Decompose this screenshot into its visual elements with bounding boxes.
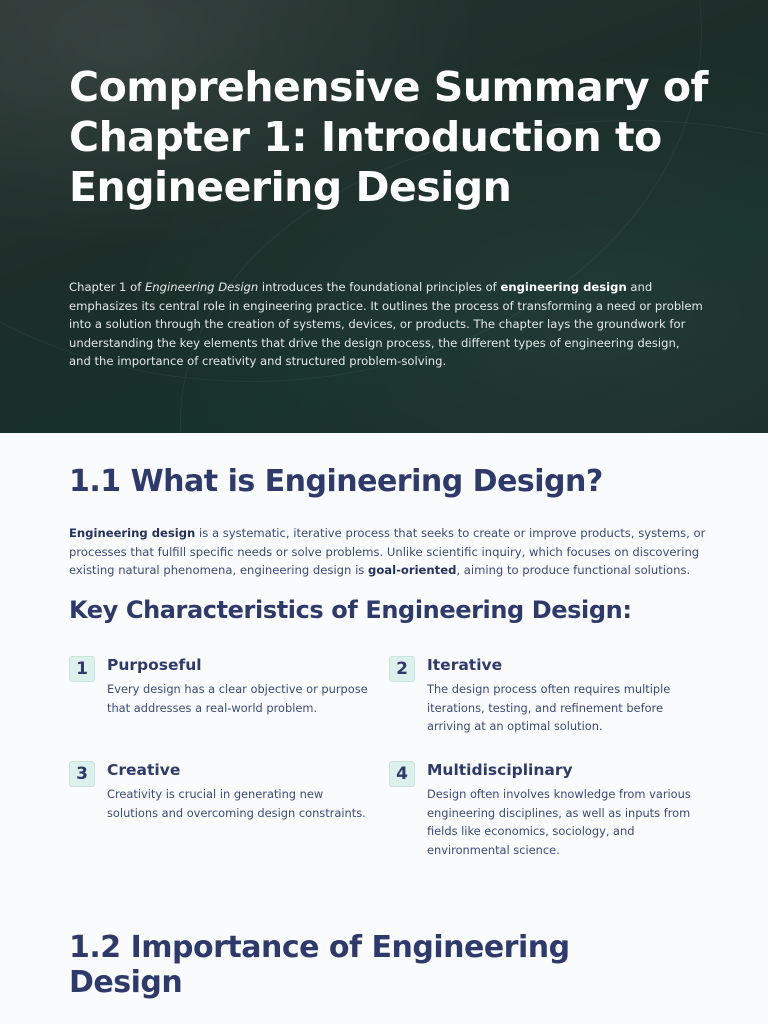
term-emphasis: Engineering design [69,526,196,540]
card-title: Purposeful [107,656,202,674]
card-number-badge: 1 [69,656,95,682]
card-description: Creativity is crucial in generating new solutions and overcoming design constraints. [107,787,366,820]
section-heading-importance: 1.2 Importance of Engineering Design [69,930,570,1000]
card-description: The design process often requires multiple iterations, testing, and refinement before arriving at an optimal solution. [427,682,671,734]
page-title: Comprehensive Summary of Chapter 1: Introduction to Engineering Design [69,63,708,211]
card-number-badge: 4 [389,761,415,787]
hero-banner [0,0,768,433]
card-number-badge: 2 [389,656,415,682]
book-title: Engineering Design [144,280,259,294]
subsection-heading-characteristics: Key Characteristics of Engineering Design: [69,596,632,624]
term-emphasis: goal-oriented [368,563,457,578]
intro-paragraph [69,278,704,371]
card-title: Multidisciplinary [427,761,573,779]
definition-paragraph [69,524,709,580]
paragraph-text: is a systematic, iterative process that seeks to create or improve products, systems, or processes that fulfill specific needs or solve problems. Unlike scientific inquiry, which focuses on discovering existing natural phenomena, engineering design is [69,526,706,578]
card-title: Iterative [427,656,503,674]
card-number-badge: 3 [69,761,95,787]
intro-text: Chapter 1 of [69,280,145,294]
intro-text: and emphasizes its central role in engineering practice. It outlines the process of transforming a need or problem into a solution through the creation of systems, devices, or products. The chapter lays the groundwork for understanding the key elements that drive the design process, the different types of engineering design, and the importance of creativity and structured problem-solving. [69,280,703,369]
intro-text: introduces the foundational principles of [258,280,501,294]
paragraph-text: , aiming to produce functional solutions. [456,563,691,578]
card-title: Creative [107,761,181,779]
intro-emphasis: engineering design [500,280,627,294]
section-heading-what-is: 1.1 What is Engineering Design? [69,464,603,499]
card-description: Design often involves knowledge from various engineering disciplines, as well as inputs from fields like economics, sociology, and environmental science. [427,787,691,857]
card-description: Every design has a clear objective or purpose that addresses a real-world problem. [107,682,368,715]
